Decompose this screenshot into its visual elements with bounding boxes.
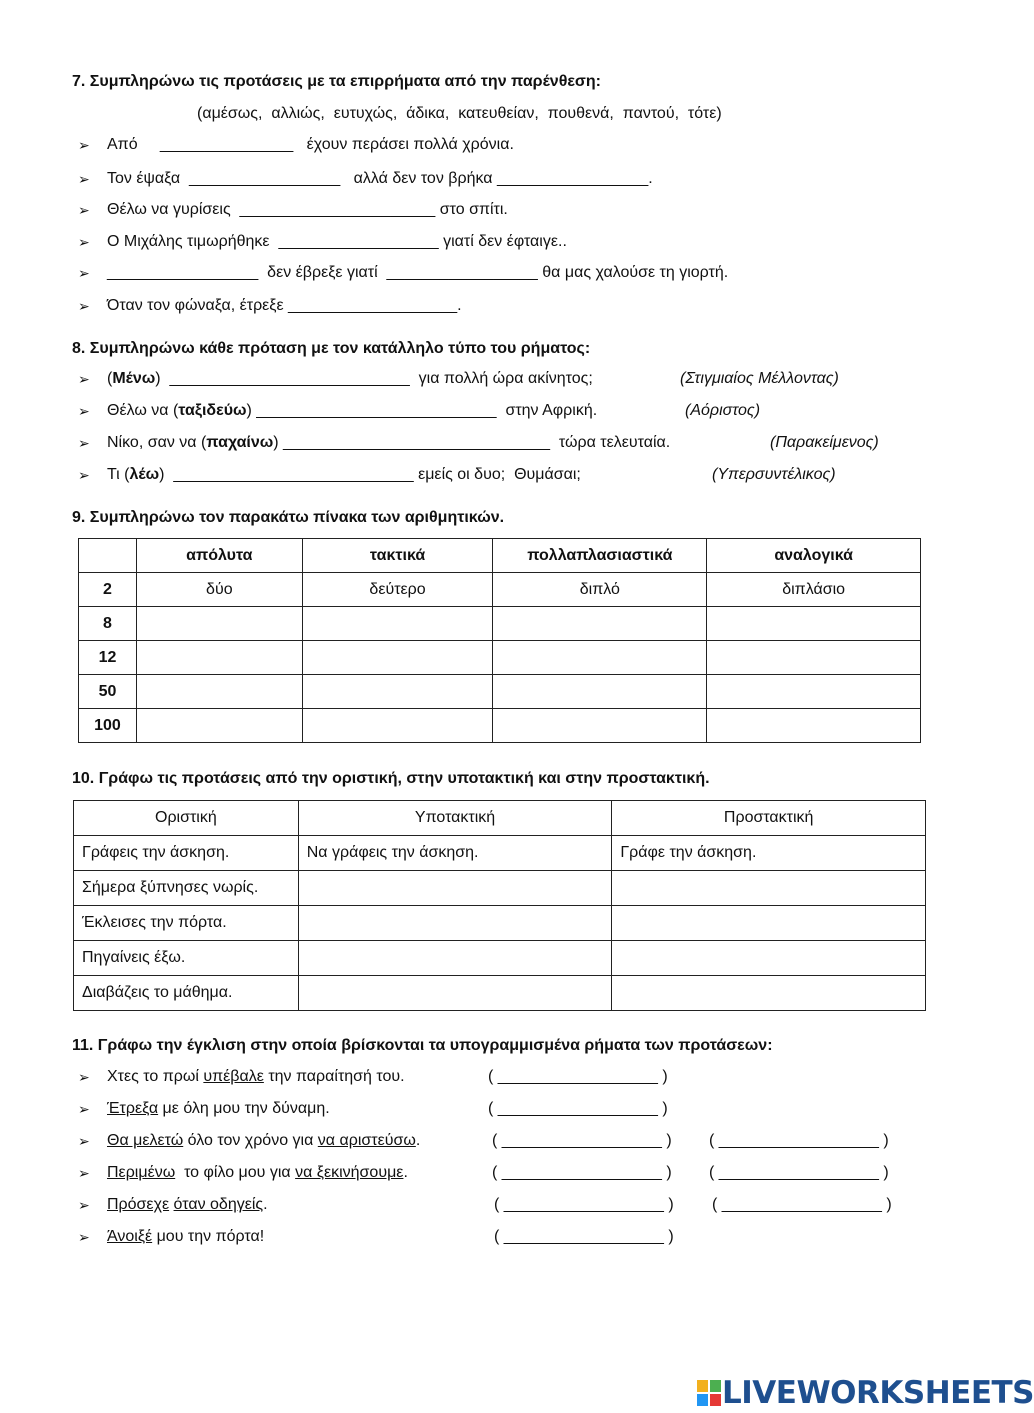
column-header: απόλυτα — [136, 539, 302, 573]
verb: παχαίνω — [206, 434, 274, 451]
arrow-bullet-icon: ➢ — [78, 1101, 90, 1117]
liveworksheets-logo — [696, 1376, 1034, 1410]
section-10-title: 10. Γράφω τις προτάσεις από την οριστική, στην υποτακτική και στην προστακτική. — [72, 770, 710, 787]
answer-cell[interactable] — [302, 641, 493, 675]
arrow-bullet-icon: ➢ — [78, 1165, 90, 1181]
underlined-verb: Θα μελετώ — [107, 1132, 184, 1149]
answer-cell: δύο — [136, 573, 302, 607]
arrow-bullet-icon: ➢ — [78, 171, 90, 187]
sentence-text: το φίλο μου για — [175, 1164, 296, 1181]
row-number: 100 — [79, 709, 137, 743]
arrow-bullet-icon: ➢ — [78, 298, 90, 314]
arrow-bullet-icon: ➢ — [78, 137, 90, 153]
answer-blank[interactable]: ( __________________ ) — [494, 1228, 674, 1245]
answer-cell[interactable] — [136, 709, 302, 743]
mood-sentence — [107, 1068, 405, 1086]
mood-sentence — [107, 1132, 420, 1150]
column-header: Οριστική — [74, 801, 299, 836]
indicative-cell: Έκλεισες την πόρτα. — [74, 906, 299, 941]
answer-cell[interactable] — [302, 675, 493, 709]
tense-label: (Στιγμιαίος Μέλλοντας) — [680, 370, 839, 387]
answer-cell[interactable] — [298, 906, 612, 941]
fill-sentence[interactable]: Ο Μιχάλης τιμωρήθηκε __________________ γιατί δεν έφταιγε.. — [107, 233, 567, 250]
verb-sentence[interactable] — [107, 370, 593, 388]
adverb-list: (αμέσως, αλλιώς, ευτυχώς, άδικα, κατευθείαν, πουθενά, παντού, τότε) — [197, 105, 722, 122]
verb: Μένω — [112, 370, 156, 387]
answer-blank[interactable]: ( __________________ ) — [488, 1100, 668, 1117]
table-row — [79, 573, 921, 607]
answer-cell[interactable] — [612, 976, 926, 1011]
sentence-text: . — [403, 1164, 408, 1181]
answer-cell[interactable] — [298, 976, 612, 1011]
answer-cell[interactable] — [612, 871, 926, 906]
sentence-start: Νίκο, σαν να ( — [107, 434, 207, 451]
table-row — [79, 607, 921, 641]
row-number: 2 — [79, 573, 137, 607]
column-header — [79, 539, 137, 573]
answer-cell: δεύτερο — [302, 573, 493, 607]
arrow-bullet-icon: ➢ — [78, 265, 90, 281]
answer-cell: Γράφε την άσκηση. — [612, 836, 926, 871]
answer-cell[interactable] — [493, 675, 707, 709]
fill-sentence[interactable]: _________________ δεν έβρεξε γιατί _________________ θα μας χαλούσε τη γιορτή. — [107, 264, 729, 281]
answer-blank[interactable]: ( __________________ ) — [494, 1196, 674, 1213]
sentence-start: Τι ( — [107, 466, 130, 483]
sentence-end: ) ______________________________ τώρα τελευταία. — [273, 434, 671, 451]
arrow-bullet-icon: ➢ — [78, 1069, 90, 1085]
column-header: Προστακτική — [612, 801, 926, 836]
sentence-text: όλο τον χρόνο για — [183, 1132, 318, 1149]
answer-blank-2[interactable]: ( __________________ ) — [709, 1164, 889, 1181]
column-header: πολλαπλασιαστικά — [493, 539, 707, 573]
answer-cell[interactable] — [136, 675, 302, 709]
indicative-cell: Πηγαίνεις έξω. — [74, 941, 299, 976]
section-11-title: 11. Γράφω την έγκλιση στην οποία βρίσκονται τα υπογραμμισμένα ρήματα των προτάσεων: — [72, 1037, 773, 1054]
sentence-text: την παραίτησή του. — [263, 1068, 405, 1085]
table-row — [74, 976, 926, 1011]
tense-hint — [712, 466, 836, 484]
underlined-verb: όταν οδηγείς — [173, 1196, 264, 1213]
sentence-text: . — [263, 1196, 268, 1213]
answer-blank[interactable]: ( __________________ ) — [488, 1068, 668, 1085]
table-row — [74, 871, 926, 906]
table-row — [74, 906, 926, 941]
moods-table — [73, 800, 926, 1011]
section-9-title: 9. Συμπληρώνω τον παρακάτω πίνακα των αριθμητικών. — [72, 509, 505, 526]
answer-cell[interactable] — [136, 641, 302, 675]
arrow-bullet-icon: ➢ — [78, 1133, 90, 1149]
arrow-bullet-icon: ➢ — [78, 403, 90, 419]
indicative-cell: Σήμερα ξύπνησες νωρίς. — [74, 871, 299, 906]
tense-hint — [680, 370, 839, 388]
arrow-bullet-icon: ➢ — [78, 467, 90, 483]
answer-cell: διπλό — [493, 573, 707, 607]
table-row — [79, 675, 921, 709]
sentence-end: ) ___________________________ εμείς οι δυο; Θυμάσαι; — [159, 466, 581, 483]
answer-cell[interactable] — [612, 906, 926, 941]
table-row — [79, 641, 921, 675]
answer-cell[interactable] — [707, 607, 921, 641]
underlined-verb: υπέβαλε — [203, 1068, 264, 1085]
mood-sentence — [107, 1228, 264, 1246]
answer-cell[interactable] — [707, 641, 921, 675]
underlined-verb: Άνοιξέ — [107, 1228, 153, 1245]
verb-sentence[interactable] — [107, 402, 597, 420]
sentence-end: ) ___________________________ για πολλή ώρα ακίνητος; — [155, 370, 593, 387]
fill-sentence[interactable]: Θέλω να γυρίσεις ______________________ στο σπίτι. — [107, 201, 508, 218]
answer-blank[interactable]: ( __________________ ) — [492, 1132, 672, 1149]
section-8-title: 8. Συμπληρώνω κάθε πρόταση με τον κατάλληλο τύπο του ρήματος: — [72, 340, 591, 357]
answer-cell[interactable] — [707, 709, 921, 743]
table-row — [74, 941, 926, 976]
verb-sentence[interactable] — [107, 466, 581, 484]
row-number: 8 — [79, 607, 137, 641]
arrow-bullet-icon: ➢ — [78, 435, 90, 451]
mood-sentence — [107, 1164, 408, 1182]
row-number: 50 — [79, 675, 137, 709]
arrow-bullet-icon: ➢ — [78, 202, 90, 218]
answer-cell[interactable] — [302, 709, 493, 743]
sentence-text: με όλη μου την δύναμη. — [158, 1100, 330, 1117]
sentence-text: . — [415, 1132, 421, 1149]
answer-cell[interactable] — [298, 871, 612, 906]
answer-blank[interactable]: ( __________________ ) — [492, 1164, 672, 1181]
tense-hint — [685, 402, 760, 420]
answer-cell[interactable] — [493, 641, 707, 675]
arrow-bullet-icon: ➢ — [78, 1197, 90, 1213]
tense-label: (Παρακείμενος) — [770, 434, 879, 451]
column-header: Υποτακτική — [298, 801, 612, 836]
answer-cell[interactable] — [302, 607, 493, 641]
fill-sentence[interactable]: Τον έψαξα _________________ αλλά δεν τον βρήκα _________________. — [107, 170, 653, 187]
answer-cell: Να γράφεις την άσκηση. — [298, 836, 612, 871]
answer-cell[interactable] — [493, 607, 707, 641]
row-number: 12 — [79, 641, 137, 675]
mood-sentence — [107, 1100, 330, 1118]
arrow-bullet-icon: ➢ — [78, 234, 90, 250]
underlined-verb: Πρόσεχε — [107, 1196, 170, 1213]
column-header: αναλογικά — [707, 539, 921, 573]
underlined-verb: Έτρεξα — [107, 1100, 159, 1117]
indicative-cell: Γράφεις την άσκηση. — [74, 836, 299, 871]
table-row — [79, 709, 921, 743]
section-7-title: 7. Συμπληρώνω τις προτάσεις με τα επιρρήματα από την παρένθεση: — [72, 73, 601, 90]
verb: λέω — [129, 466, 160, 483]
fill-sentence[interactable]: Όταν τον φώναξα, έτρεξε ___________________. — [107, 297, 462, 314]
sentence-text: μου την πόρτα! — [152, 1228, 265, 1245]
logo-text: LIVEWORKSHEETS — [722, 1375, 1034, 1411]
column-header: τακτικά — [302, 539, 493, 573]
arrow-bullet-icon: ➢ — [78, 1229, 90, 1245]
liveworksheets-logo-icon — [696, 1379, 722, 1407]
answer-cell: διπλάσιο — [707, 573, 921, 607]
answer-cell[interactable] — [298, 941, 612, 976]
tense-hint — [770, 434, 879, 452]
answer-blank-2[interactable]: ( __________________ ) — [709, 1132, 889, 1149]
sentence-text: Χτες το πρωί — [107, 1068, 204, 1085]
answer-cell[interactable] — [493, 709, 707, 743]
verb: ταξιδεύω — [178, 402, 247, 419]
fill-sentence[interactable]: Από _______________ έχουν περάσει πολλά χρόνια. — [107, 136, 514, 153]
indicative-cell: Διαβάζεις το μάθημα. — [74, 976, 299, 1011]
answer-cell[interactable] — [612, 941, 926, 976]
underlined-verb: να ξεκινήσουμε — [295, 1164, 404, 1181]
answer-cell[interactable] — [707, 675, 921, 709]
table-header-row — [74, 801, 926, 836]
tense-label: (Υπερσυντέλικος) — [712, 466, 836, 483]
sentence-end: ) ___________________________ στην Αφρική. — [246, 402, 598, 419]
table-row — [74, 836, 926, 871]
sentence-start: Θέλω να ( — [107, 402, 179, 419]
answer-blank-2[interactable]: ( __________________ ) — [712, 1196, 892, 1213]
arrow-bullet-icon: ➢ — [78, 371, 90, 387]
tense-label: (Αόριστος) — [685, 402, 761, 419]
answer-cell[interactable] — [136, 607, 302, 641]
sentence-start: ( — [107, 370, 113, 387]
underlined-verb: Περιμένω — [107, 1164, 176, 1181]
mood-sentence — [107, 1196, 268, 1214]
verb-sentence[interactable] — [107, 434, 670, 452]
underlined-verb: να αριστεύσω — [317, 1132, 416, 1149]
numerals-table — [78, 538, 921, 743]
